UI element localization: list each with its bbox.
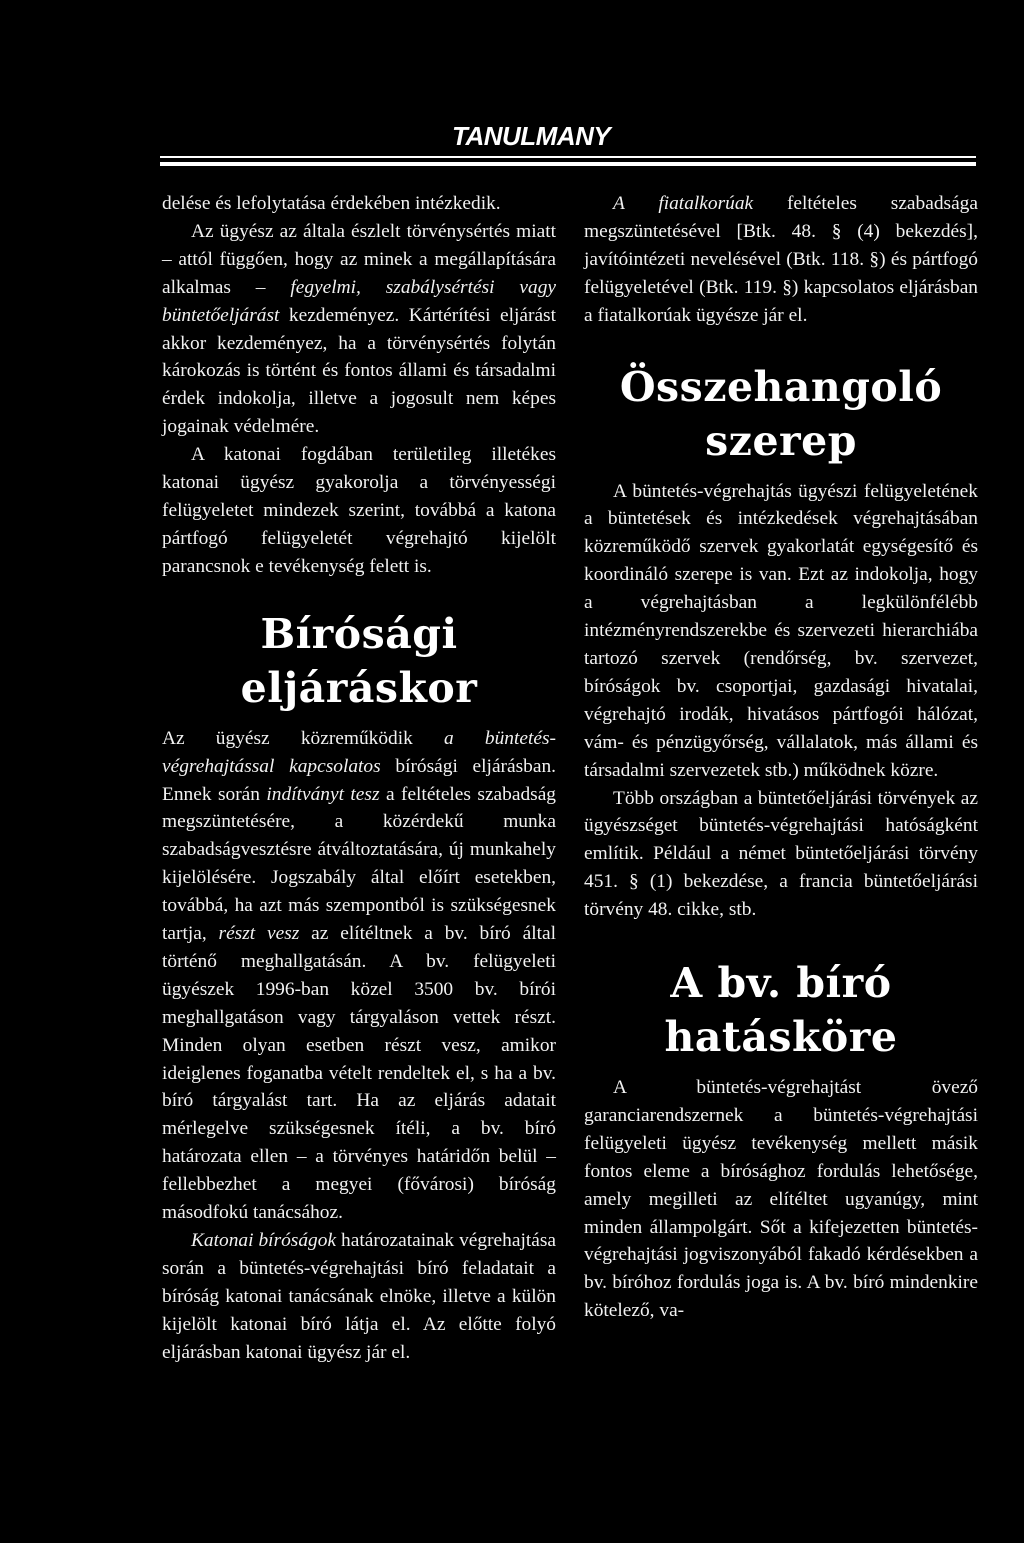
paragraph: A büntetés-végrehajtást övező garanciarendszernek a büntetés-végrehajtási felügyeleti ügyész tevékenység mellett másik fontos eleme a bírósághoz fordulás lehetősége, amely megilleti az elítéltet ugyanúgy, mint minden állampolgárt. Sőt a kifejezetten büntetés-végrehajtási jogviszonyából fakadó kérdésekben a bv. bíróhoz fordulás joga is. A bv. bíró mindenkire kötelező, va-: [584, 1077, 978, 1322]
italic-text: a büntetés-végrehajtással kapcsolatos: [162, 727, 556, 777]
text-run: feltételes szabadsága megszüntetésével [Btk. 48. § (4) bekezdés], javítóintézeti nevelésével (Btk. 118. §) és pártfogó felügyeletével (Btk. 119. §) kapcsolatos eljárásban a fiatalkorúak ügyésze jár el.: [584, 193, 978, 326]
paragraph: Több országban a büntetőeljárási törvények az ügyészséget büntetés-végrehajtási hatóságként említik. Például a német büntetőeljárási törvény 451. § (1) bekezdése, a francia büntetőeljárási törvény 48. cikke, stb.: [584, 787, 978, 921]
right-column: [584, 190, 978, 1325]
italic-text: fegyelmi, szabálysértési vagy büntetőeljárást: [162, 276, 556, 326]
paragraph: [162, 218, 556, 441]
running-head: TANULMANY: [452, 121, 611, 151]
header-rule-thick: [160, 162, 976, 166]
italic-text: indítványt tesz: [266, 783, 380, 805]
header-rule-thin: [160, 156, 976, 158]
section-heading: Bírósági eljáráskor: [240, 609, 478, 712]
paragraph: [162, 1227, 556, 1367]
paragraph: [584, 190, 978, 330]
left-column: [162, 190, 556, 1367]
italic-text: Katonai bíróságok: [191, 1230, 337, 1251]
text-run: Az ügyész az általa észlelt törvénysértés miatt – attól függően, hogy az minek a megállapítására alkalmas –: [162, 220, 556, 298]
text-run: határozatainak végrehajtása során a büntetés-végrehajtási bíró feladatait a bíróság katonai tanácsának elnöke, illetve a külön kijelölt katonai bíró látja el. Az előtte folyó eljárásban katonai ügyész jár el.: [162, 1230, 556, 1363]
text-run: kezdeményez. Kártérítési eljárást akkor kezdeményez, ha a törvénysértés folytán károkozás is történt és fontos állami és társadalmi érdek indokolja, illetve a jogosult nem képes jogainak védelmére.: [162, 304, 556, 438]
text-run: bírósági eljárásban. Ennek során: [162, 755, 557, 805]
italic-text: részt vesz: [218, 923, 300, 945]
text-run: a feltételes szabadság megszüntetésére, a közérdekű munka szabadságvesztésre átváltoztatására, új munkahely kijelölésére. Jogszabály által előírt esetekben, továbbá, ha azt más szempontból is szükségesnek tartja,: [162, 783, 557, 945]
paragraph: [162, 725, 556, 1227]
paragraph: A büntetés-végrehajtás ügyészi felügyeletének a büntetések és intézkedések végrehajtásában közreműködő szervek gyakorlatát egységesítő és koordináló szerepe is van. Ezt az indokolja, hogy a végrehajtásban a legkülönfélébb intézményrendszerekbe és szervezeti hierarchiába tartozó szervek (rendőrség, bv. szervezet, bíróságok bv. csoportjai, gazdasági hivatalai, végrehajtó irodák, hivatásos pártfogói hálózat, vám- és pénzügyőrség, vállalatok, más állami és társadalmi szervezetek stb.) működnek közre.: [584, 480, 978, 781]
paragraph: A katonai fogdában területileg illetékes katonai ügyész gyakorolja a törvényességi felügyeletet mindezek szerint, továbbá a katona pártfogó felügyeletét végrehajtó kijelölt parancsnok e tevékenység felett is.: [162, 444, 556, 577]
paragraph: delése és lefolytatása érdekében intézkedik.: [162, 193, 501, 214]
text-run: az elítéltnek a bv. bíró által történő meghallgatásán. A bv. felügyeleti ügyészek 1996-ban közel 3500 bv. bírói meghallgatáson vagy tárgyaláson vettek részt. Minden olyan esetben részt vesz, amikor ideiglenes foganatba vételt rendeltek el, s ha a bv. bíró tárgyalást tart. Ha az eljárás adatait mérlegelve szükségesnek ítéli, a bv. bíró határozata ellen – a törvényes határidőn belül – fellebbezhet a megyei (fővárosi) bíróság másodfokú tanácsához.: [162, 923, 556, 1224]
italic-text: A fiatalkorúak: [613, 193, 754, 214]
text-run: Az ügyész közreműködik: [162, 727, 445, 749]
section-heading: Összehangoló szerep: [619, 362, 943, 465]
section-heading: A bv. bíró hatásköre: [664, 959, 898, 1062]
